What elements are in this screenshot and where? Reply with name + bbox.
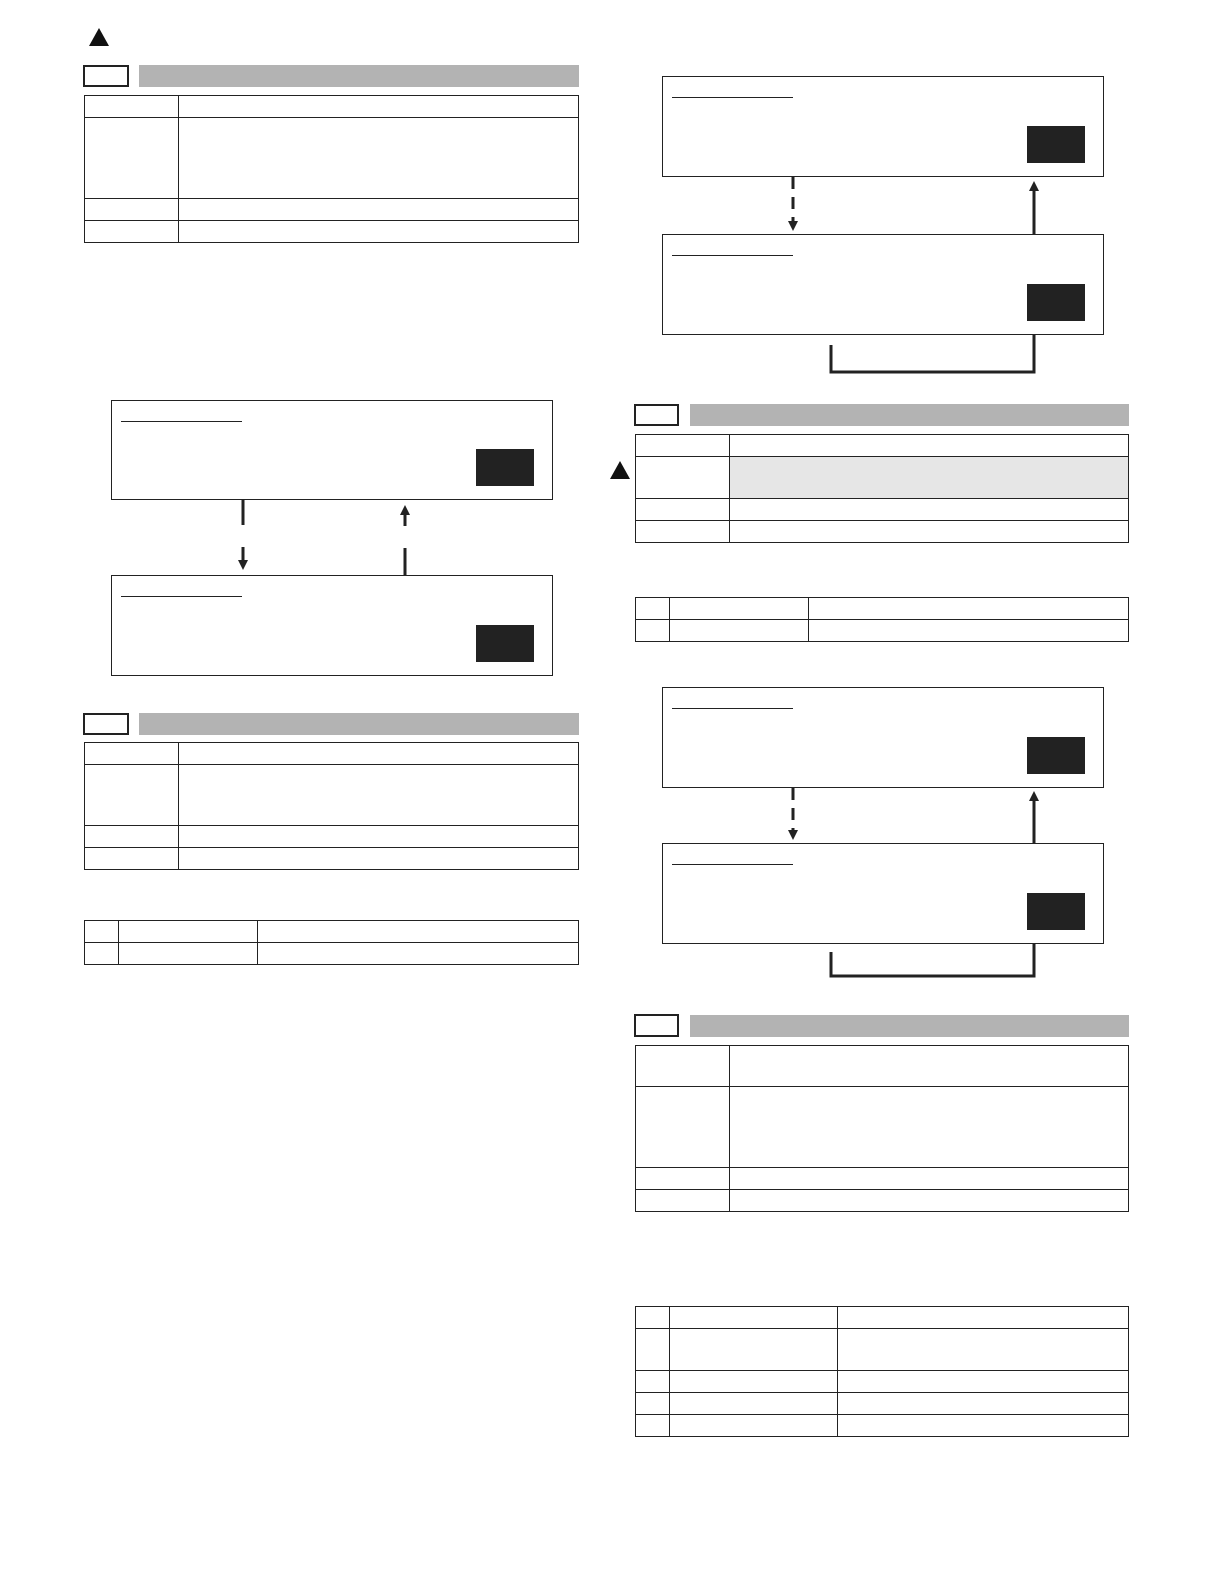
return-loop-connector — [831, 335, 1034, 372]
return-loop-connector — [831, 944, 1034, 976]
